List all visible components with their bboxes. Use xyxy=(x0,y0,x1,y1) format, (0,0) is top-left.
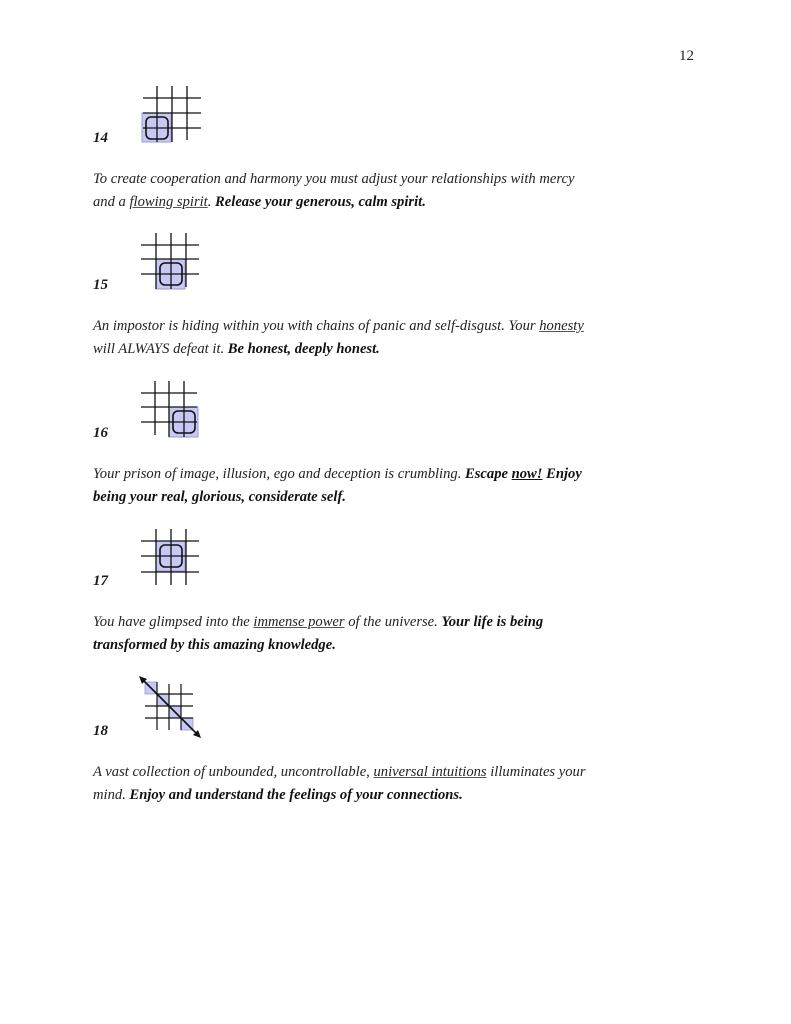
grid-diagonal-arrow-icon xyxy=(138,676,204,742)
entry-paragraph: A vast collection of unbounded, uncontrollable, universal intuitions illuminates your mind. Enjoy and understand the feelings of your connections. xyxy=(93,764,586,803)
underlined-phrase: now! xyxy=(511,466,543,482)
affirmation: Enjoy and understand the feelings of your connections. xyxy=(129,787,463,803)
entry-number: 18 xyxy=(93,723,108,739)
page-number: 12 xyxy=(679,48,694,64)
entry-number: 15 xyxy=(93,277,108,293)
entry-paragraph: To create cooperation and harmony you must adjust your relationships with mercy and a flowing spirit. Release your generous, calm spirit. xyxy=(93,171,575,210)
underlined-phrase: universal intuitions xyxy=(373,764,487,780)
underlined-phrase: immense power xyxy=(253,614,345,630)
affirmation: transformed by this amazing knowledge. xyxy=(93,637,336,653)
affirmation: Release your generous, calm spirit. xyxy=(215,194,426,210)
grid-highlight-bottom-left-icon xyxy=(139,84,203,146)
entry-number: 16 xyxy=(93,425,108,441)
affirmation: Be honest, deeply honest. xyxy=(227,341,380,357)
grid-highlight-center-icon xyxy=(139,527,203,589)
underlined-phrase: flowing spirit xyxy=(129,194,208,210)
entry-paragraph: An impostor is hiding within you with chains of panic and self-disgust. Your honesty will ALWAYS defeat it. Be honest, deeply honest. xyxy=(93,318,584,357)
underlined-phrase: honesty xyxy=(539,318,584,334)
affirmation: being your real, glorious, considerate self. xyxy=(93,489,346,505)
entry-paragraph: Your prison of image, illusion, ego and deception is crumbling. Escape now! Enjoy being your real, glorious, considerate self. xyxy=(93,466,582,505)
grid-highlight-bottom-middle-icon xyxy=(139,231,203,293)
entry-number: 17 xyxy=(93,573,108,589)
grid-highlight-bottom-right-icon xyxy=(139,379,203,441)
entry-paragraph: You have glimpsed into the immense power of the universe. Your life is being transformed by this amazing knowledge. xyxy=(93,614,544,653)
entry-number: 14 xyxy=(93,130,108,146)
